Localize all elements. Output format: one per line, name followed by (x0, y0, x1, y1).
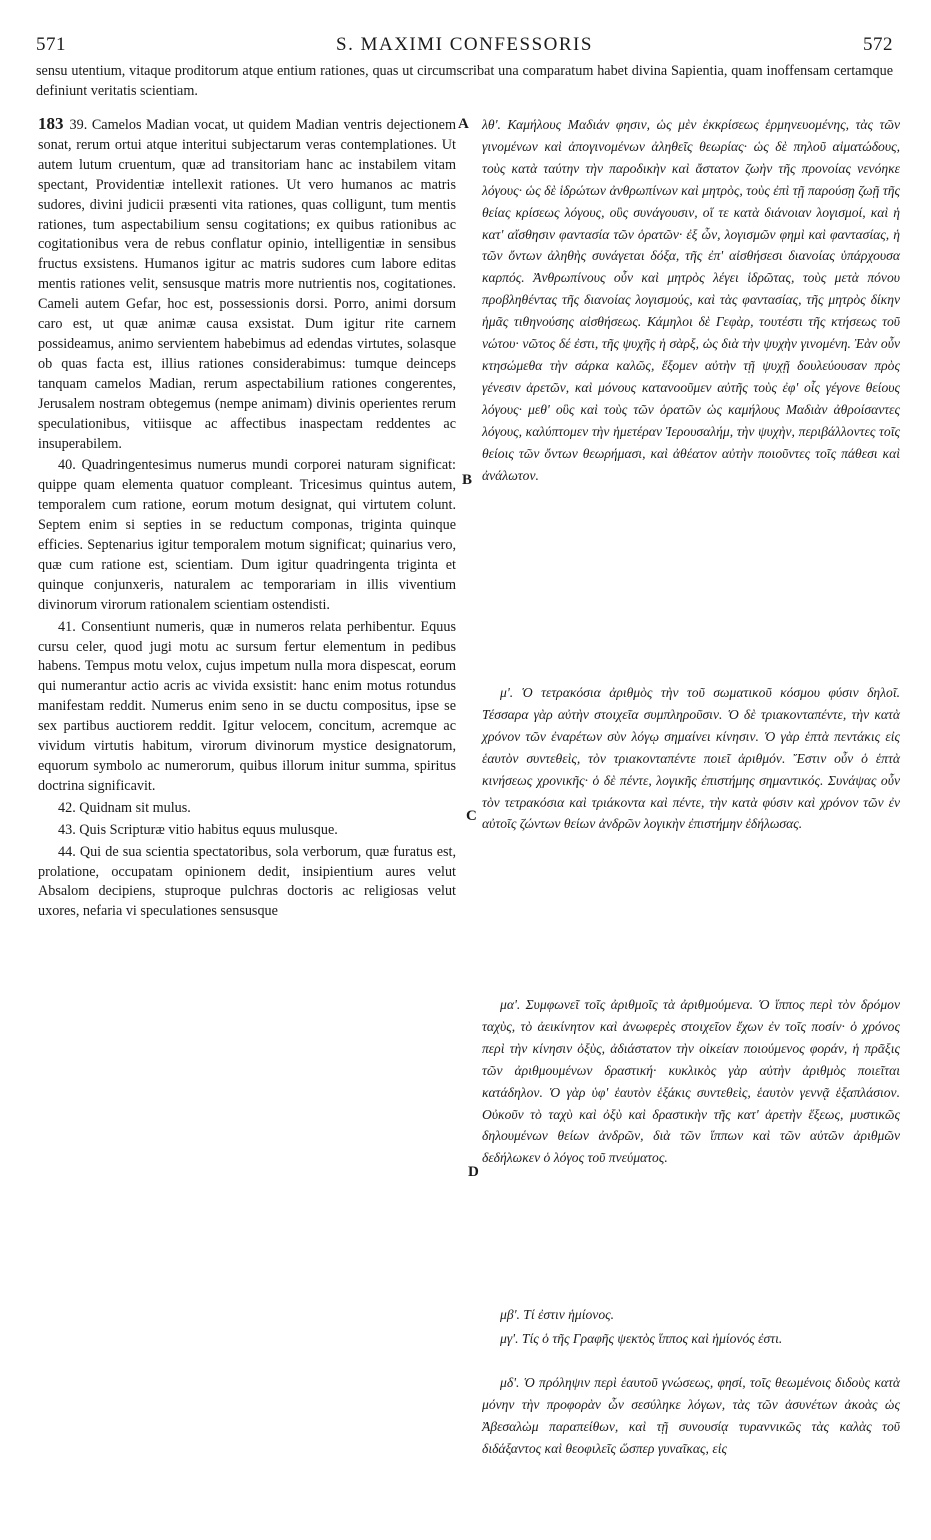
greek-section-42 (482, 1304, 900, 1326)
page-number-left: 571 (36, 34, 66, 55)
greek-text-42: μβ'. Τί ἐστιν ἡμίονος. (500, 1307, 615, 1322)
greek-text-44: μδ'. Ὁ πρόληψιν περὶ ἑαυτοῦ γνώσεως, φησί, τοῖς θεωμένοις διδοὺς κατὰ μόνην τὴν προφορὰν ὧν σεσύληκε λόγων, τὰς τῶν ἀσυνέτων ἀκοὰς ὡς Ἀβεσαλὼμ παραπείθων, καὶ τῇ συνουσίᾳ τυραννικῶς τὰς καλὰς τοῦ διδάξαντος καὶ θεοφιλεῖς ὥσπερ γυναῖκας, εἰς (482, 1375, 900, 1456)
greek-section-44 (482, 1372, 900, 1460)
margin-number: 183 (38, 114, 64, 133)
greek-text-40: μ'. Ὁ τετρακόσια ἀριθμὸς τὴν τοῦ σωματικοῦ κόσμου φύσιν δηλοῖ. Τέσσαρα γὰρ αὐτὴν στοιχεῖα συμπληροῦσιν. Ὁ δὲ τριακονταπέντε, τὴν κατὰ χρόνον τῶν ἐναρέτων σὺν λόγῳ σημαίνει κίνησιν. Ὁ γὰρ ἑπτὰ πεντάκις εἰς ἑαυτὸν συντεθεὶς, τὸν τριακονταπέντε ποιεῖ ἀριθμόν. Ἔστιν οὖν ὁ ἑπτὰ κινήσεως χρονικῆς· ὁ δὲ πέντε, λογικῆς ἐπιστήμης σημαντικός. Συνάψας οὖν τὸν τετρακόσια καὶ τριάκοντα καὶ πέντε, τὴν κατὰ φύσιν καὶ χρόνον τῶν ἐν αὐτοῖς ζώντων θείων ἀνδρῶν λογικὴν ἐπιστήμην ἐδήλωσας. (482, 685, 900, 832)
greek-section-39 (482, 114, 900, 486)
latin-column (38, 114, 456, 924)
margin-letter-c: C (466, 808, 477, 824)
latin-section-40: 40. Quadringentesimus numerus mundi corporei naturam significat: quippe quam elementa quatuor compleant. Tricesimus quintus autem, temporalem cum ratione, eorum motum designat, qui virtutem colunt. Septem enim si septies in se reductum componas, triginta quinque efficies. Septenarius igitur temporalem motum significat; quinarius vero, quæ cum ratione est, scientiam. Dum igitur quadringenta triginta et quinque conjunxeris, naturalem ac temporariam in illis viventium divinorum virorum rationalem scientiam ostendisti. (38, 457, 456, 613)
greek-text-41: μα'. Συμφωνεῖ τοῖς ἀριθμοῖς τὰ ἀριθμούμενα. Ὁ ἵππος περὶ τὸν δρόμον ταχὺς, τὸ ἀεικίνητον καὶ ἀνωφερὲς στοιχεῖον ἔχων ἐν τοῖς ποσίν· ὁ χρόνος περὶ τὴν κίνησιν ὀξὺς, ἀδιάστατον τὴν οἰκείαν ποιούμενος φοράν, ἡ πρᾶξις τῶν ἀριθμουμένων δραστική· κυκλικὸς γὰρ αὐτὴν ἀριθμὸς ποιεῖται κατάδηλον. Ὁ γὰρ ὑφ' ἑαυτὸν ἑξάκις συντεθεὶς, ἑαυτὸν γεννᾷ ἑξαπλάσιον. Οὐκοῦν τὸ ταχὺ καὶ ὀξὺ καὶ δραστικὴν τῆς κατ' ἀρετὴν ἕξεως, μυστικῶς δηλουμένων θείων ἀνδρῶν, διὰ τῶν ἵππων καὶ τῶν αὐτῶν ἀριθμῶν δεδήλωκεν ὁ λόγος τοῦ πνεύματος. (482, 997, 900, 1166)
page-number-right: 572 (863, 34, 893, 55)
page-header (36, 34, 893, 64)
latin-section-44: 44. Qui de sua scientia spectatoribus, sola verborum, quæ furatus est, prolatione, occupatam opinionem dedit, insipientium aures velut Absalom decipiens, stuproque pulchras doctoris ac religiosas velut uxores, nefaria vi speculationes sensusque (38, 843, 456, 920)
margin-letter-d: D (468, 1164, 479, 1180)
greek-text-39: λθ'. Καμήλους Μαδιάν φησιν, ὡς μὲν ἐκκρίσεως ἑρμηνευομένης, τὰς τῶν γινομένων καὶ ἀπογινομένων ἀληθεῖς θεωρίας· ὡς δὲ πηλοῦ αἱματώδους, τοὺς κατὰ ταύτην τὴν παροδικὴν καὶ ἄστατον ζωὴν τῆς προνοίας νενόηκε λόγους· ὡς δὲ ἱδρώτων ἀνθρωπίνων καὶ μητρὸς, τοὺς ἐπὶ τῇ παρούσῃ ζωῇ τῆς θείας κρίσεως λόγους, οὓς συνάγουσιν, οἵ τε κατὰ διάνοιαν λογισμοί, καὶ ἡ κατ' αἴσθησιν φαντασία τῶν ὁρατῶν· ἐξ ὧν, λογισμῶν φημὶ καὶ φαντασίας, ἡ τῶν ὄντων ἀληθὴς συνάγεται δόξα, τῆς ἐπ' αἰσθήσεσι διανοίας ὑπάρχουσα καρπός. Ἀνθρωπίνους οὖν καὶ μητρὸς λέγει ἱδρῶτας, τοὺς μετὰ πόνου προβληθέντας τῆς διανοίας λογισμούς, καὶ τὰς φαντασίας, τῆς μητρὸς δίκην ἡμᾶς τιθηνούσης αἰσθήσεως. Κάμηλοι δὲ Γεφὰρ, τουτέστι τῆς κτήσεως τοῦ νώτου· νῶτος δέ ἐστι, τῆς ψυχῆς ἡ σὰρξ, ὡς διὰ τὴν ψυχὴν γινομένη. Ἐὰν οὖν κτησώμεθα τὴν σάρκα καλῶς, ἕξομεν αὐτὴν τῇ ψυχῇ δουλεύουσαν πρὸς γένεσιν ἀρετῶν, καὶ μόνους κατανοοῦμεν αὐτῆς τοὺς ἐφ' οἷς γέγονε θείους λόγους· μεθ' οὓς καὶ τοὺς τῶν ὁρατῶν ὡς καμήλους Μαδιὰν ἀθροίσαντες λόγους, καλύπτομεν τὴν ἡμετέραν Ἱερουσαλήμ, τὴν ψυχὴν, περιβάλλοντες τοῖς θείοις τῶν ὄντων θεωρήμασι, καὶ ἀθέατον αὐτὴν ποιοῦντες τοῖς πάθεσι καὶ ἀνάλωτον. (482, 117, 900, 483)
running-title: S. MAXIMI CONFESSORIS (336, 34, 593, 55)
greek-section-40 (482, 682, 900, 835)
latin-section-42: 42. Quidnam sit mulus. (58, 799, 191, 816)
intro-paragraph: sensu utentium, vitaque proditorum atque entium rationes, quas ut circumscribat una comparatum habet divina Sapientia, quam inoffensam certamque definiunt veritatis scientiam. (36, 63, 893, 99)
latin-section-39 (38, 114, 456, 454)
greek-text-43: μγ'. Τίς ὁ τῆς Γραφῆς ψεκτὸς ἵππος καὶ ἡμίονός ἐστι. (500, 1331, 783, 1346)
margin-letter-b: B (462, 472, 473, 488)
greek-section-41 (482, 994, 900, 1169)
latin-section-41: 41. Consentiunt numeris, quæ in numeros relata perhibentur. Equus cursu celer, quod jugi motu ac sursum fertur elementum in pedibus habens. Tempus motu velox, cujus impetum nulla mora dispescat, eorum qui numerantur actio acris ac vivida exsistit: hanc enim motus rotundus manifestam reddit. Numerus enim seno in se ductu compositus, ipse se sex partibus auctiorem reddit. Igitur velocem, concitum, acremque ac vividum virtutis habitum, virorum divinorum mystice designatorum, equorum symbolo ac numerorum, quibus illorum initur summa, spiritus doctrina significavit. (38, 618, 456, 794)
greek-section-43 (482, 1328, 900, 1350)
margin-letter-a: A (458, 116, 469, 132)
latin-section-43: 43. Quis Scripturæ vitio habitus equus mulusque. (58, 821, 338, 838)
latin-text-39: 39. Camelos Madian vocat, ut quidem Madian ventris dejectionem sonat, rerum ortui atque interitui subjectarum veras contemplationes. Ut autem lutum cruentum, quæ ad transitoriam hanc ac instabilem vitam spectant, Providentiæ intellexit rationes. Ut vero humanos ac matris sudores, divini judicii præsenti vita rationes, quas colligunt, tum mentis rationes, tum aspectabilium sensu cogitations; ex quibus rationibus ac cogitationibus vera de rebus conflatur opinio, intelligentiæ in sensibus fructus exsistens. Humanos igitur ac matris sudores cum labore editas mentis rationes velit, sensusque matris more nutrientis nos, cogitationes. Cameli autem Gefar, hoc est, possessionis dorsi. Porro, animi dorsum caro est, ut quæ animæ causa exsistat. Dum igitur rite carnem possideamus, animo servientem habebimus ad edendas virtutes, solasque ob quas facta est, illius rationes considerabimus: tumque deinceps tanquam camelos Madian, rerum aspectabilium rationes congerentes, Jerusalem nostram obtegemus (nempe animam) divinis operientes rerum speculationibus, vitiisque ac affectibus inaspectam reddentes ac insuperabilem. (38, 117, 456, 452)
